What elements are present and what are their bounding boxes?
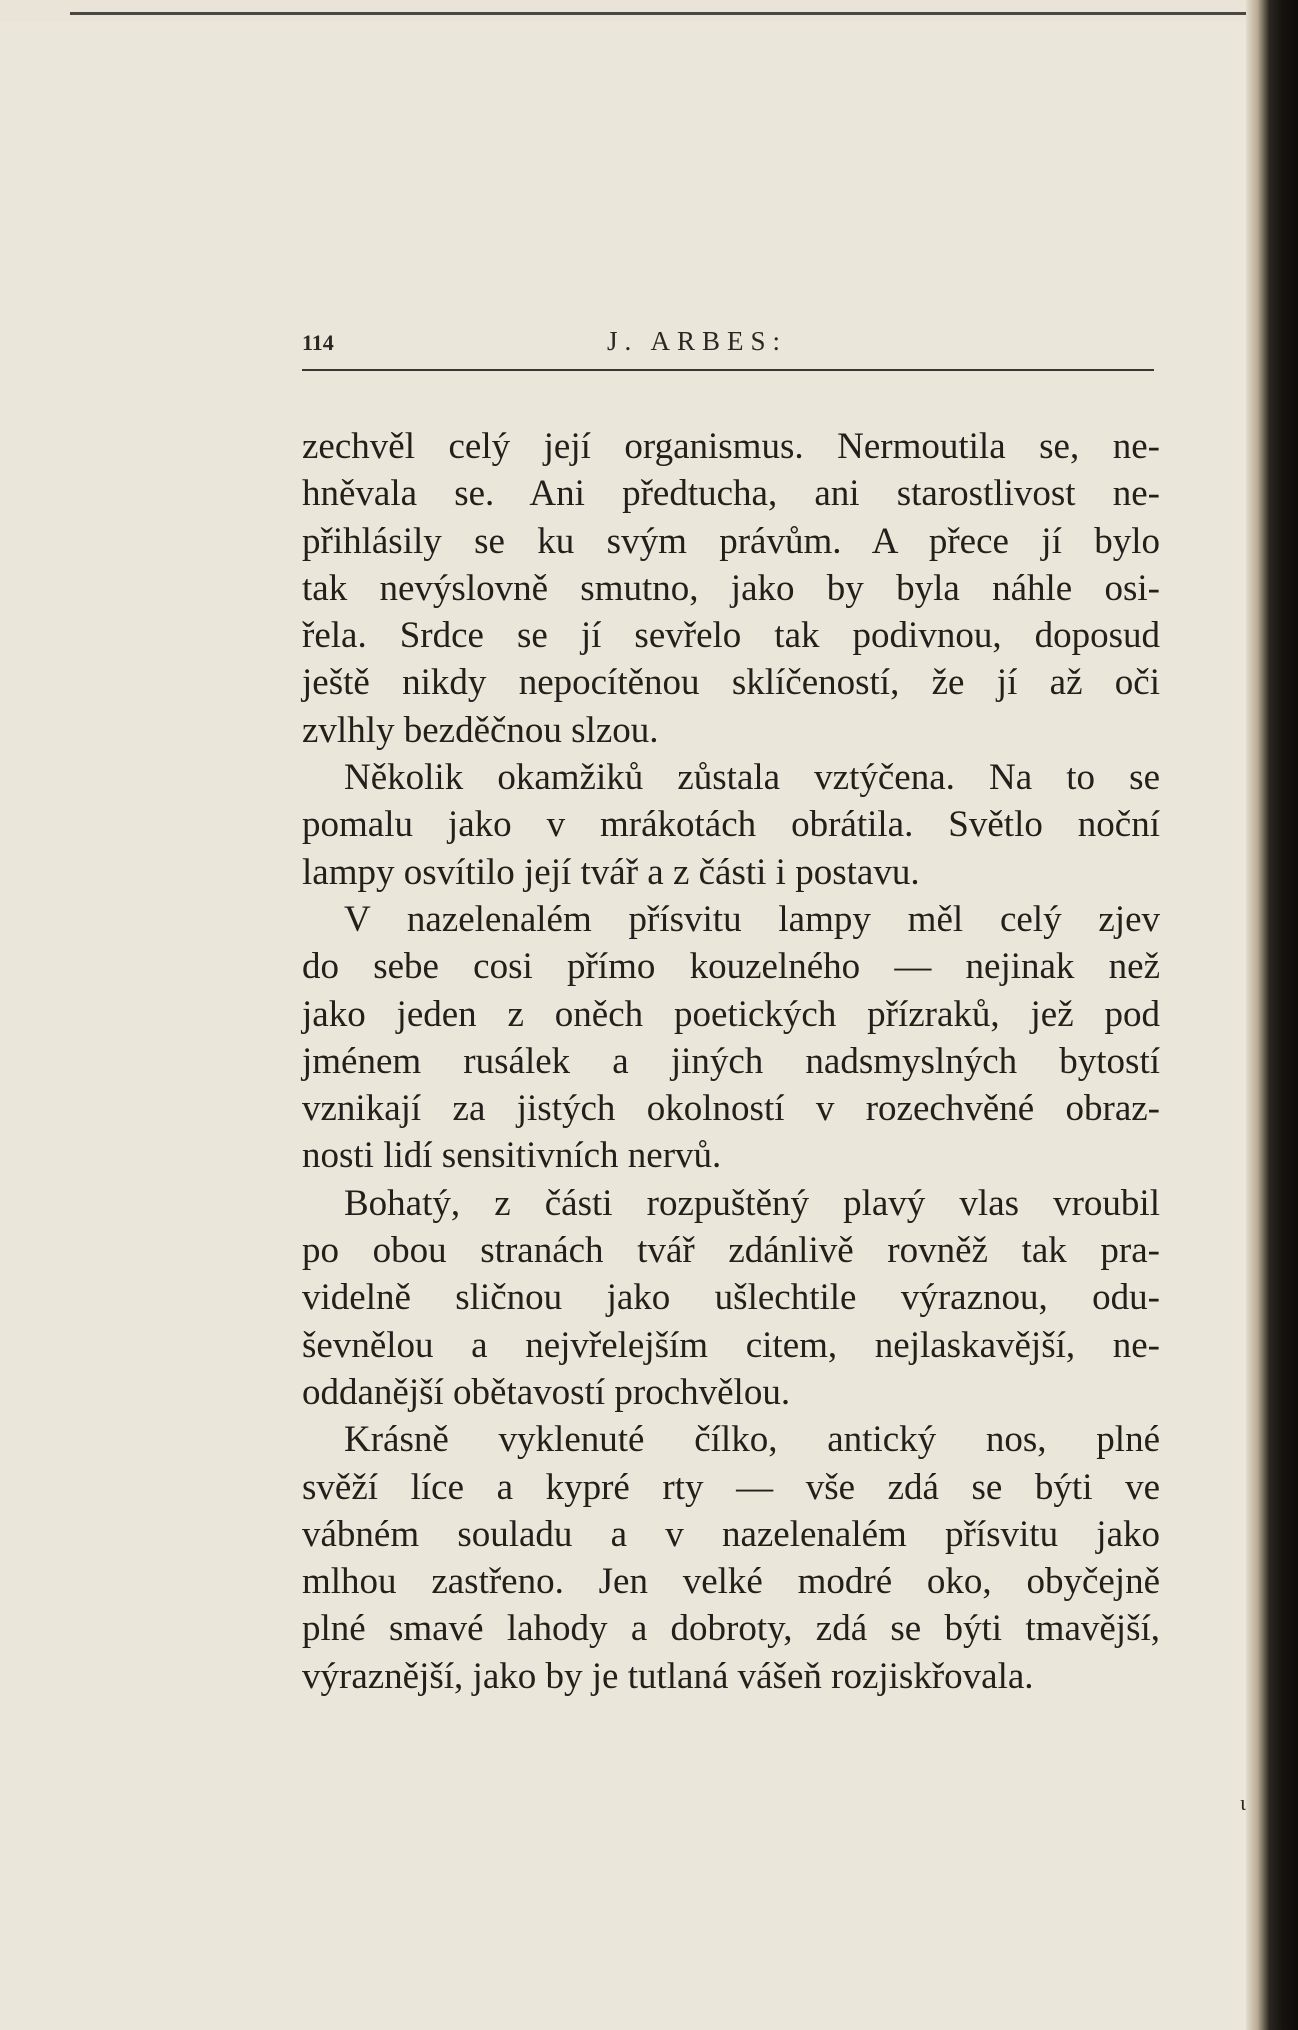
paragraph xyxy=(302,1180,1160,1416)
paragraph xyxy=(302,896,1160,1180)
text-line: ševnělou a nejvřelejším citem, nejlaskavější, ne- xyxy=(302,1324,1160,1366)
header-rule xyxy=(302,369,1154,371)
text-line: vznikají za jistých okolností v rozechvěné obraz- xyxy=(302,1088,1160,1130)
text-line: V nazelenalém přísvitu lampy měl celý zjev xyxy=(344,898,1160,940)
text-line: oddanější obětavostí prochvělou. xyxy=(302,1371,791,1413)
page-top-edge xyxy=(0,0,1298,22)
text-line: zechvěl celý její organismus. Nermoutila se, ne- xyxy=(302,426,1160,467)
text-line: svěží líce a kypré rty — vše zdá se býti ve xyxy=(302,1466,1160,1508)
text-line: videlně sličnou jako ušlechtile výraznou, odu- xyxy=(302,1277,1160,1319)
book-spine-shadow xyxy=(1246,0,1298,2030)
paragraph xyxy=(302,423,1160,754)
text-line: nosti lidí sensitivních nervů. xyxy=(302,1135,722,1177)
body-text xyxy=(302,423,1160,1700)
text-line: mlhou zastřeno. Jen velké modré oko, obyčejně xyxy=(302,1561,1160,1603)
text-line: pomalu jako v mrákotách obrátila. Světlo noční xyxy=(302,804,1160,846)
text-line: jménem rusálek a jiných nadsmyslných bytostí xyxy=(302,1040,1160,1082)
text-line: lampy osvítilo její tvář a z části i postavu. xyxy=(302,851,920,893)
text-line: do sebe cosi přímo kouzelného — nejinak než xyxy=(302,946,1160,988)
text-line: řela. Srdce se jí sevřelo tak podivnou, doposud xyxy=(302,615,1160,657)
page-top-rule xyxy=(70,12,1246,15)
paragraph xyxy=(302,754,1160,896)
text-line: tak nevýslovně smutno, jako by byla náhle osi- xyxy=(302,567,1160,609)
text-line: Několik okamžiků zůstala vztýčena. Na to se xyxy=(344,757,1160,799)
text-line: vábném souladu a v nazelenalém přísvitu jako xyxy=(302,1513,1160,1555)
text-line: plné smavé lahody a dobroty, zdá se býti tmavější, xyxy=(302,1608,1160,1650)
text-line: přihlásily se ku svým právům. A přece jí bylo xyxy=(302,520,1160,562)
page-number: 114 xyxy=(302,330,334,355)
text-line: jako jeden z oněch poetických přízraků, jež pod xyxy=(302,993,1160,1035)
text-line: výraznější, jako by je tutlaná vášeň rozjiskřovala. xyxy=(302,1655,1034,1697)
text-line: Bohatý, z části rozpuštěný plavý vlas vroubil xyxy=(344,1182,1160,1224)
text-line: ještě nikdy nepocítěnou sklíčeností, že jí až oči xyxy=(302,662,1160,704)
running-head: J. ARBES: xyxy=(607,326,788,356)
text-line: po obou stranách tvář zdánlivě rovněž tak pra- xyxy=(302,1230,1160,1272)
text-line: zvlhly bezděčnou slzou. xyxy=(302,709,659,751)
paragraph xyxy=(302,1416,1160,1700)
text-line: hněvala se. Ani předtucha, ani starostlivost ne- xyxy=(302,473,1160,515)
margin-mark: ɩ xyxy=(1240,1790,1246,1815)
page-header xyxy=(302,326,1154,366)
text-line: Krásně vyklenuté čílko, antický nos, plné xyxy=(344,1419,1160,1461)
